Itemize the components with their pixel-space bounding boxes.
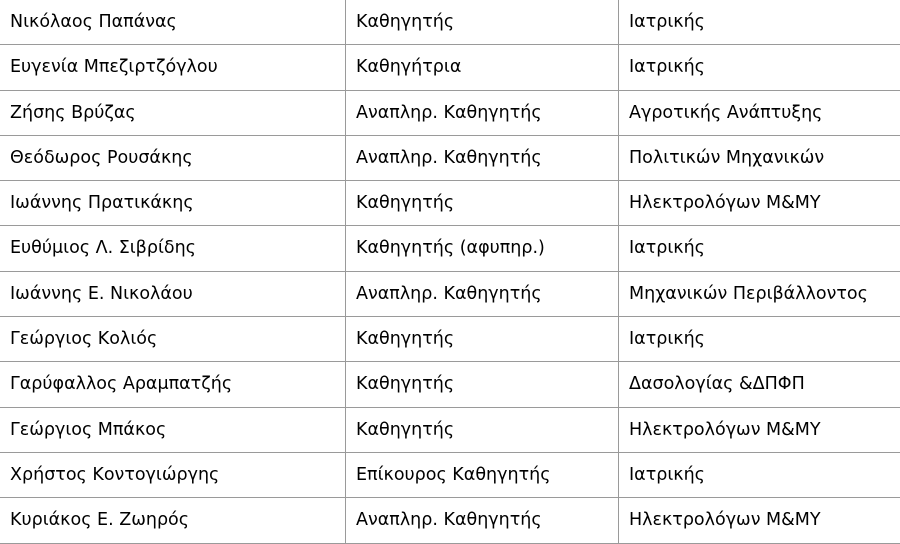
- table-row: [0, 498, 900, 543]
- table-row: [0, 452, 900, 497]
- cell-department: Ιατρικής: [619, 317, 900, 362]
- cell-department: Αγροτικής Ανάπτυξης: [619, 90, 900, 135]
- cell-rank: Καθηγητής: [346, 317, 619, 362]
- table-row: [0, 45, 900, 90]
- cell-rank: Καθηγητής (αφυπηρ.): [346, 226, 619, 271]
- table-row: [0, 226, 900, 271]
- cell-department: Μηχανικών Περιβάλλοντος: [619, 271, 900, 316]
- cell-name: Ιωάννης Ε. Νικολάου: [0, 271, 346, 316]
- cell-name: Ιωάννης Πρατικάκης: [0, 181, 346, 226]
- table-row: [0, 181, 900, 226]
- cell-name: Κυριάκος Ε. Ζωηρός: [0, 498, 346, 543]
- cell-name: Ευγενία Μπεζιρτζόγλου: [0, 45, 346, 90]
- cell-rank: Αναπληρ. Καθηγητής: [346, 498, 619, 543]
- cell-rank: Αναπληρ. Καθηγητής: [346, 135, 619, 180]
- cell-name: Γεώργιος Μπάκος: [0, 407, 346, 452]
- cell-rank: Αναπληρ. Καθηγητής: [346, 90, 619, 135]
- cell-department: Ιατρικής: [619, 45, 900, 90]
- cell-name: Νικόλαος Παπάνας: [0, 0, 346, 45]
- cell-department: Δασολογίας &ΔΠΦΠ: [619, 362, 900, 407]
- table-row: [0, 0, 900, 45]
- table-row: [0, 317, 900, 362]
- cell-rank: Καθηγητής: [346, 407, 619, 452]
- cell-name: Γαρύφαλλος Αραμπατζής: [0, 362, 346, 407]
- cell-rank: Επίκουρος Καθηγητής: [346, 452, 619, 497]
- cell-rank: Καθηγητής: [346, 362, 619, 407]
- cell-department: Ηλεκτρολόγων Μ&ΜΥ: [619, 407, 900, 452]
- cell-name: Γεώργιος Κολιός: [0, 317, 346, 362]
- table-row: [0, 135, 900, 180]
- cell-department: Ηλεκτρολόγων Μ&ΜΥ: [619, 498, 900, 543]
- cell-rank: Καθηγητής: [346, 0, 619, 45]
- cell-department: Ιατρικής: [619, 0, 900, 45]
- cell-name: Χρήστος Κοντογιώργης: [0, 452, 346, 497]
- cell-name: Θεόδωρος Ρουσάκης: [0, 135, 346, 180]
- cell-department: Ιατρικής: [619, 452, 900, 497]
- table-row: [0, 90, 900, 135]
- cell-name: Ευθύμιος Λ. Σιβρίδης: [0, 226, 346, 271]
- cell-rank: Καθηγητής: [346, 181, 619, 226]
- cell-name: Ζήσης Βρύζας: [0, 90, 346, 135]
- cell-department: Ηλεκτρολόγων Μ&ΜΥ: [619, 181, 900, 226]
- table-row: [0, 407, 900, 452]
- cell-rank: Καθηγήτρια: [346, 45, 619, 90]
- table-row: [0, 362, 900, 407]
- cell-department: Ιατρικής: [619, 226, 900, 271]
- table-row: [0, 271, 900, 316]
- cell-department: Πολιτικών Μηχανικών: [619, 135, 900, 180]
- cell-rank: Αναπληρ. Καθηγητής: [346, 271, 619, 316]
